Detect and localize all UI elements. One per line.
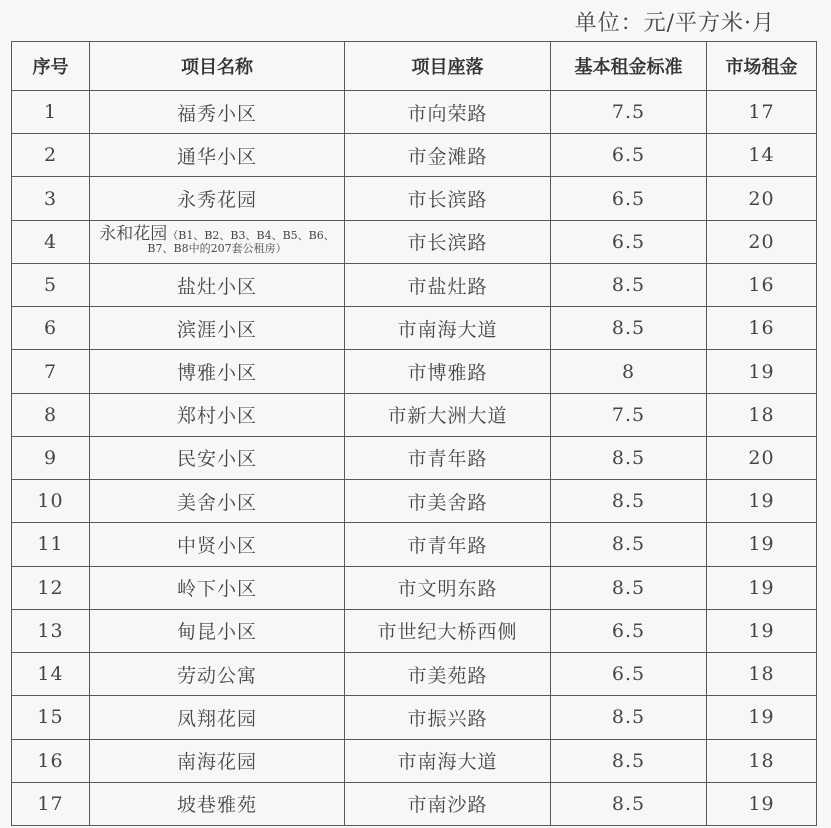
row-project-name-note: （B1、B2、B3、B4、B5、B6、B7、B8中的207套公租房） — [147, 229, 335, 256]
row-location: 市新大洲大道 — [345, 393, 551, 436]
row-location: 市盐灶路 — [345, 263, 551, 306]
row-location: 市南海大道 — [345, 307, 551, 350]
table-row — [12, 653, 817, 696]
row-base-rent: 6.5 — [551, 134, 707, 177]
row-location: 市文明东路 — [345, 566, 551, 609]
header-location: 项目座落 — [345, 42, 551, 91]
row-project-name: 岭下小区 — [90, 566, 345, 609]
row-market-rent: 18 — [707, 393, 817, 436]
row-location: 市长滨路 — [345, 220, 551, 263]
table-row — [12, 350, 817, 393]
row-location: 市南沙路 — [345, 782, 551, 825]
row-index: 8 — [12, 393, 90, 436]
row-market-rent: 16 — [707, 263, 817, 306]
header-index: 序号 — [12, 42, 90, 91]
row-project-name — [90, 220, 345, 263]
row-market-rent: 18 — [707, 739, 817, 782]
row-location: 市向荣路 — [345, 91, 551, 134]
row-location: 市美舍路 — [345, 480, 551, 523]
table-header-row — [12, 42, 817, 91]
row-project-name: 博雅小区 — [90, 350, 345, 393]
row-location: 市振兴路 — [345, 696, 551, 739]
row-base-rent: 6.5 — [551, 177, 707, 220]
row-base-rent: 8.5 — [551, 436, 707, 479]
row-base-rent: 8.5 — [551, 782, 707, 825]
table-row — [12, 393, 817, 436]
table-row — [12, 436, 817, 479]
table-row — [12, 134, 817, 177]
rent-table — [11, 41, 817, 826]
table-row — [12, 91, 817, 134]
row-market-rent: 19 — [707, 566, 817, 609]
row-project-name: 福秀小区 — [90, 91, 345, 134]
row-location: 市博雅路 — [345, 350, 551, 393]
row-market-rent: 19 — [707, 782, 817, 825]
row-market-rent: 16 — [707, 307, 817, 350]
table-row — [12, 263, 817, 306]
row-project-name: 坡巷雅苑 — [90, 782, 345, 825]
row-project-name: 甸昆小区 — [90, 609, 345, 652]
row-base-rent: 8 — [551, 350, 707, 393]
header-market-rent: 市场租金 — [707, 42, 817, 91]
row-project-name: 永秀花园 — [90, 177, 345, 220]
row-market-rent: 18 — [707, 653, 817, 696]
header-project-name: 项目名称 — [90, 42, 345, 91]
row-index: 1 — [12, 91, 90, 134]
row-index: 14 — [12, 653, 90, 696]
table-row — [12, 307, 817, 350]
row-project-name: 南海花园 — [90, 739, 345, 782]
table-row — [12, 523, 817, 566]
row-index: 16 — [12, 739, 90, 782]
row-project-name: 美舍小区 — [90, 480, 345, 523]
table-row — [12, 739, 817, 782]
row-market-rent: 20 — [707, 436, 817, 479]
header-base-rent: 基本租金标准 — [551, 42, 707, 91]
row-index: 3 — [12, 177, 90, 220]
row-base-rent: 6.5 — [551, 653, 707, 696]
table-row — [12, 609, 817, 652]
row-market-rent: 17 — [707, 91, 817, 134]
row-base-rent: 8.5 — [551, 263, 707, 306]
row-location: 市长滨路 — [345, 177, 551, 220]
table-row — [12, 696, 817, 739]
row-index: 5 — [12, 263, 90, 306]
table-row — [12, 177, 817, 220]
row-base-rent: 7.5 — [551, 91, 707, 134]
row-market-rent: 20 — [707, 220, 817, 263]
row-index: 12 — [12, 566, 90, 609]
row-base-rent: 7.5 — [551, 393, 707, 436]
row-project-name: 滨涯小区 — [90, 307, 345, 350]
row-market-rent: 20 — [707, 177, 817, 220]
row-project-name: 中贤小区 — [90, 523, 345, 566]
row-market-rent: 19 — [707, 480, 817, 523]
row-base-rent: 6.5 — [551, 220, 707, 263]
row-market-rent: 14 — [707, 134, 817, 177]
row-project-name: 劳动公寓 — [90, 653, 345, 696]
row-project-name-main: 永和花园 — [99, 224, 168, 245]
table-row — [12, 220, 817, 263]
row-location: 市世纪大桥西侧 — [345, 609, 551, 652]
row-index: 11 — [12, 523, 90, 566]
row-base-rent: 8.5 — [551, 696, 707, 739]
row-index: 7 — [12, 350, 90, 393]
row-project-name: 通华小区 — [90, 134, 345, 177]
row-project-name: 民安小区 — [90, 436, 345, 479]
row-base-rent: 8.5 — [551, 307, 707, 350]
row-index: 4 — [12, 220, 90, 263]
row-market-rent: 19 — [707, 696, 817, 739]
row-index: 17 — [12, 782, 90, 825]
row-index: 15 — [12, 696, 90, 739]
row-market-rent: 19 — [707, 609, 817, 652]
row-base-rent: 8.5 — [551, 739, 707, 782]
row-index: 13 — [12, 609, 90, 652]
row-project-name: 凤翔花园 — [90, 696, 345, 739]
row-index: 10 — [12, 480, 90, 523]
unit-label: 单位：元/平方米·月 — [574, 11, 775, 36]
row-base-rent: 8.5 — [551, 523, 707, 566]
row-location: 市青年路 — [345, 436, 551, 479]
row-location: 市金滩路 — [345, 134, 551, 177]
row-base-rent: 8.5 — [551, 480, 707, 523]
table-row — [12, 566, 817, 609]
table-row — [12, 782, 817, 825]
row-location: 市南海大道 — [345, 739, 551, 782]
row-location: 市青年路 — [345, 523, 551, 566]
row-base-rent: 6.5 — [551, 609, 707, 652]
row-project-name: 盐灶小区 — [90, 263, 345, 306]
row-base-rent: 8.5 — [551, 566, 707, 609]
row-market-rent: 19 — [707, 350, 817, 393]
row-index: 2 — [12, 134, 90, 177]
row-market-rent: 19 — [707, 523, 817, 566]
row-project-name: 郑村小区 — [90, 393, 345, 436]
table-row — [12, 480, 817, 523]
row-index: 6 — [12, 307, 90, 350]
row-location: 市美苑路 — [345, 653, 551, 696]
row-index: 9 — [12, 436, 90, 479]
